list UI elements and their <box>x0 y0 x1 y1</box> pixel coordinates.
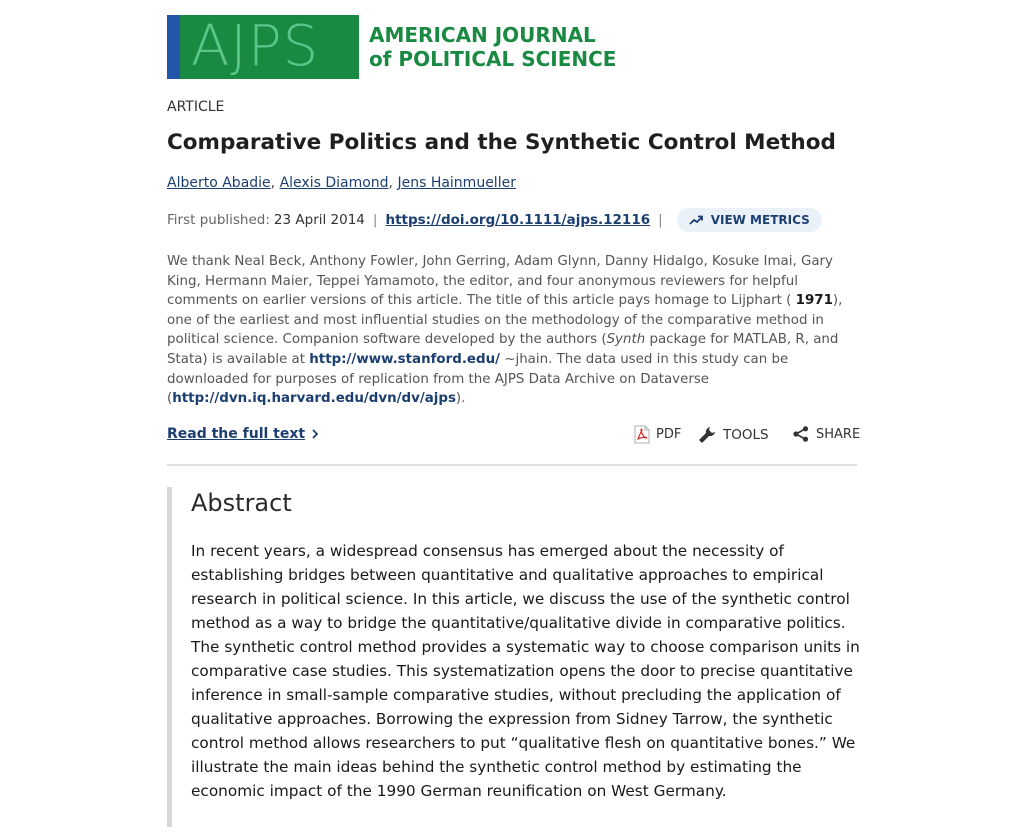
ack-text: ). <box>455 391 466 407</box>
first-published-label: First published: <box>167 212 270 228</box>
author-list <box>167 175 516 191</box>
ack-text: ~jhain. The data used in this study can be downloaded for purposes of replication from the AJPS Data Archive on Dataverse ( <box>167 351 789 407</box>
author-link-hainmueller[interactable]: Jens Hainmueller <box>397 175 516 191</box>
ack-text: ), one of the earliest and most influential studies on the methodology of the comparative method in political science. Companion software developed by the authors ( <box>167 293 843 348</box>
trending-up-icon <box>689 215 703 225</box>
logo-box <box>167 15 359 79</box>
meta-separator: | <box>658 212 663 228</box>
article-type: ARTICLE <box>167 99 225 115</box>
read-full-text-label: Read the full text <box>167 426 306 442</box>
author-separator: , <box>388 175 393 191</box>
dataverse-link[interactable]: http://dvn.iq.harvard.edu/dvn/dv/ajps <box>172 391 456 407</box>
read-full-text-link[interactable] <box>167 426 319 442</box>
tools-label: TOOLS <box>723 427 769 443</box>
citation-year[interactable]: 1971 <box>795 293 833 309</box>
section-divider <box>167 464 857 466</box>
article-title: Comparative Politics and the Synthetic Control Method <box>167 130 836 155</box>
author-separator: , <box>270 175 276 191</box>
doi-link[interactable]: https://doi.org/10.1111/ajps.12116 <box>385 212 651 228</box>
abstract-section <box>167 487 862 827</box>
abstract-heading: Abstract <box>191 489 292 517</box>
first-published-date: 23 April 2014 <box>273 212 365 228</box>
logo-blue-bar <box>167 15 180 79</box>
share-button[interactable] <box>792 425 860 443</box>
logo-letters: AJPS <box>191 15 320 79</box>
pdf-icon <box>634 425 650 444</box>
journal-name <box>369 23 616 71</box>
abstract-text: In recent years, a widespread consensus has emerged about the necessity of establishing bridges between quantitative and qualitative approaches to empirical research in political science. In this article, we discuss the use of the synthetic control method as a way to bridge the quantitative/qualitative divide in comparative politics. The synthetic control method provides a systematic way to choose comparison units in comparative case studies. This systematization opens the door to precise quantitative inference in small-sample comparative studies, without precluding the application of qualitative approaches. Borrowing the expression from Sidney Tarrow, the synthetic control method allows researchers to put “qualitative flesh on quantitative bones.” We illustrate the main ideas behind the synthetic control method by estimating the economic impact of the 1990 German reunification on West Germany. <box>191 542 860 800</box>
share-icon <box>792 425 810 443</box>
chevron-right-icon <box>311 428 319 440</box>
pdf-label: PDF <box>656 427 682 442</box>
view-metrics-button[interactable] <box>677 208 822 232</box>
acknowledgement-note <box>167 252 857 409</box>
meta-separator: | <box>372 212 378 228</box>
stanford-link[interactable]: http://www.stanford.edu/ <box>309 351 500 367</box>
wrench-icon <box>697 425 717 445</box>
ack-text: package for MATLAB, R, and Stata) is available at <box>167 332 839 367</box>
software-name: Synth <box>606 332 646 348</box>
journal-logo[interactable] <box>167 15 616 79</box>
publication-meta <box>167 208 822 232</box>
journal-name-line2: of POLITICAL SCIENCE <box>369 47 617 71</box>
share-label: SHARE <box>816 426 861 442</box>
author-link-diamond[interactable]: Alexis Diamond <box>279 175 389 191</box>
ack-text: We thank Neal Beck, Anthony Fowler, John Gerring, Adam Glynn, Danny Hidalgo, Kosuke Imai, Gary King, Hermann Maier, Teppei Yamamoto, the editor, and four anonymous reviewers for helpful comments on earlier versions of this article. The title of this article pays homage to Lijphart ( <box>167 254 833 309</box>
tools-button[interactable] <box>697 425 769 445</box>
author-link-abadie[interactable]: Alberto Abadie <box>167 175 271 191</box>
journal-name-line1: AMERICAN JOURNAL <box>369 23 596 47</box>
view-metrics-label: VIEW METRICS <box>710 213 810 227</box>
pdf-button[interactable] <box>634 425 681 444</box>
